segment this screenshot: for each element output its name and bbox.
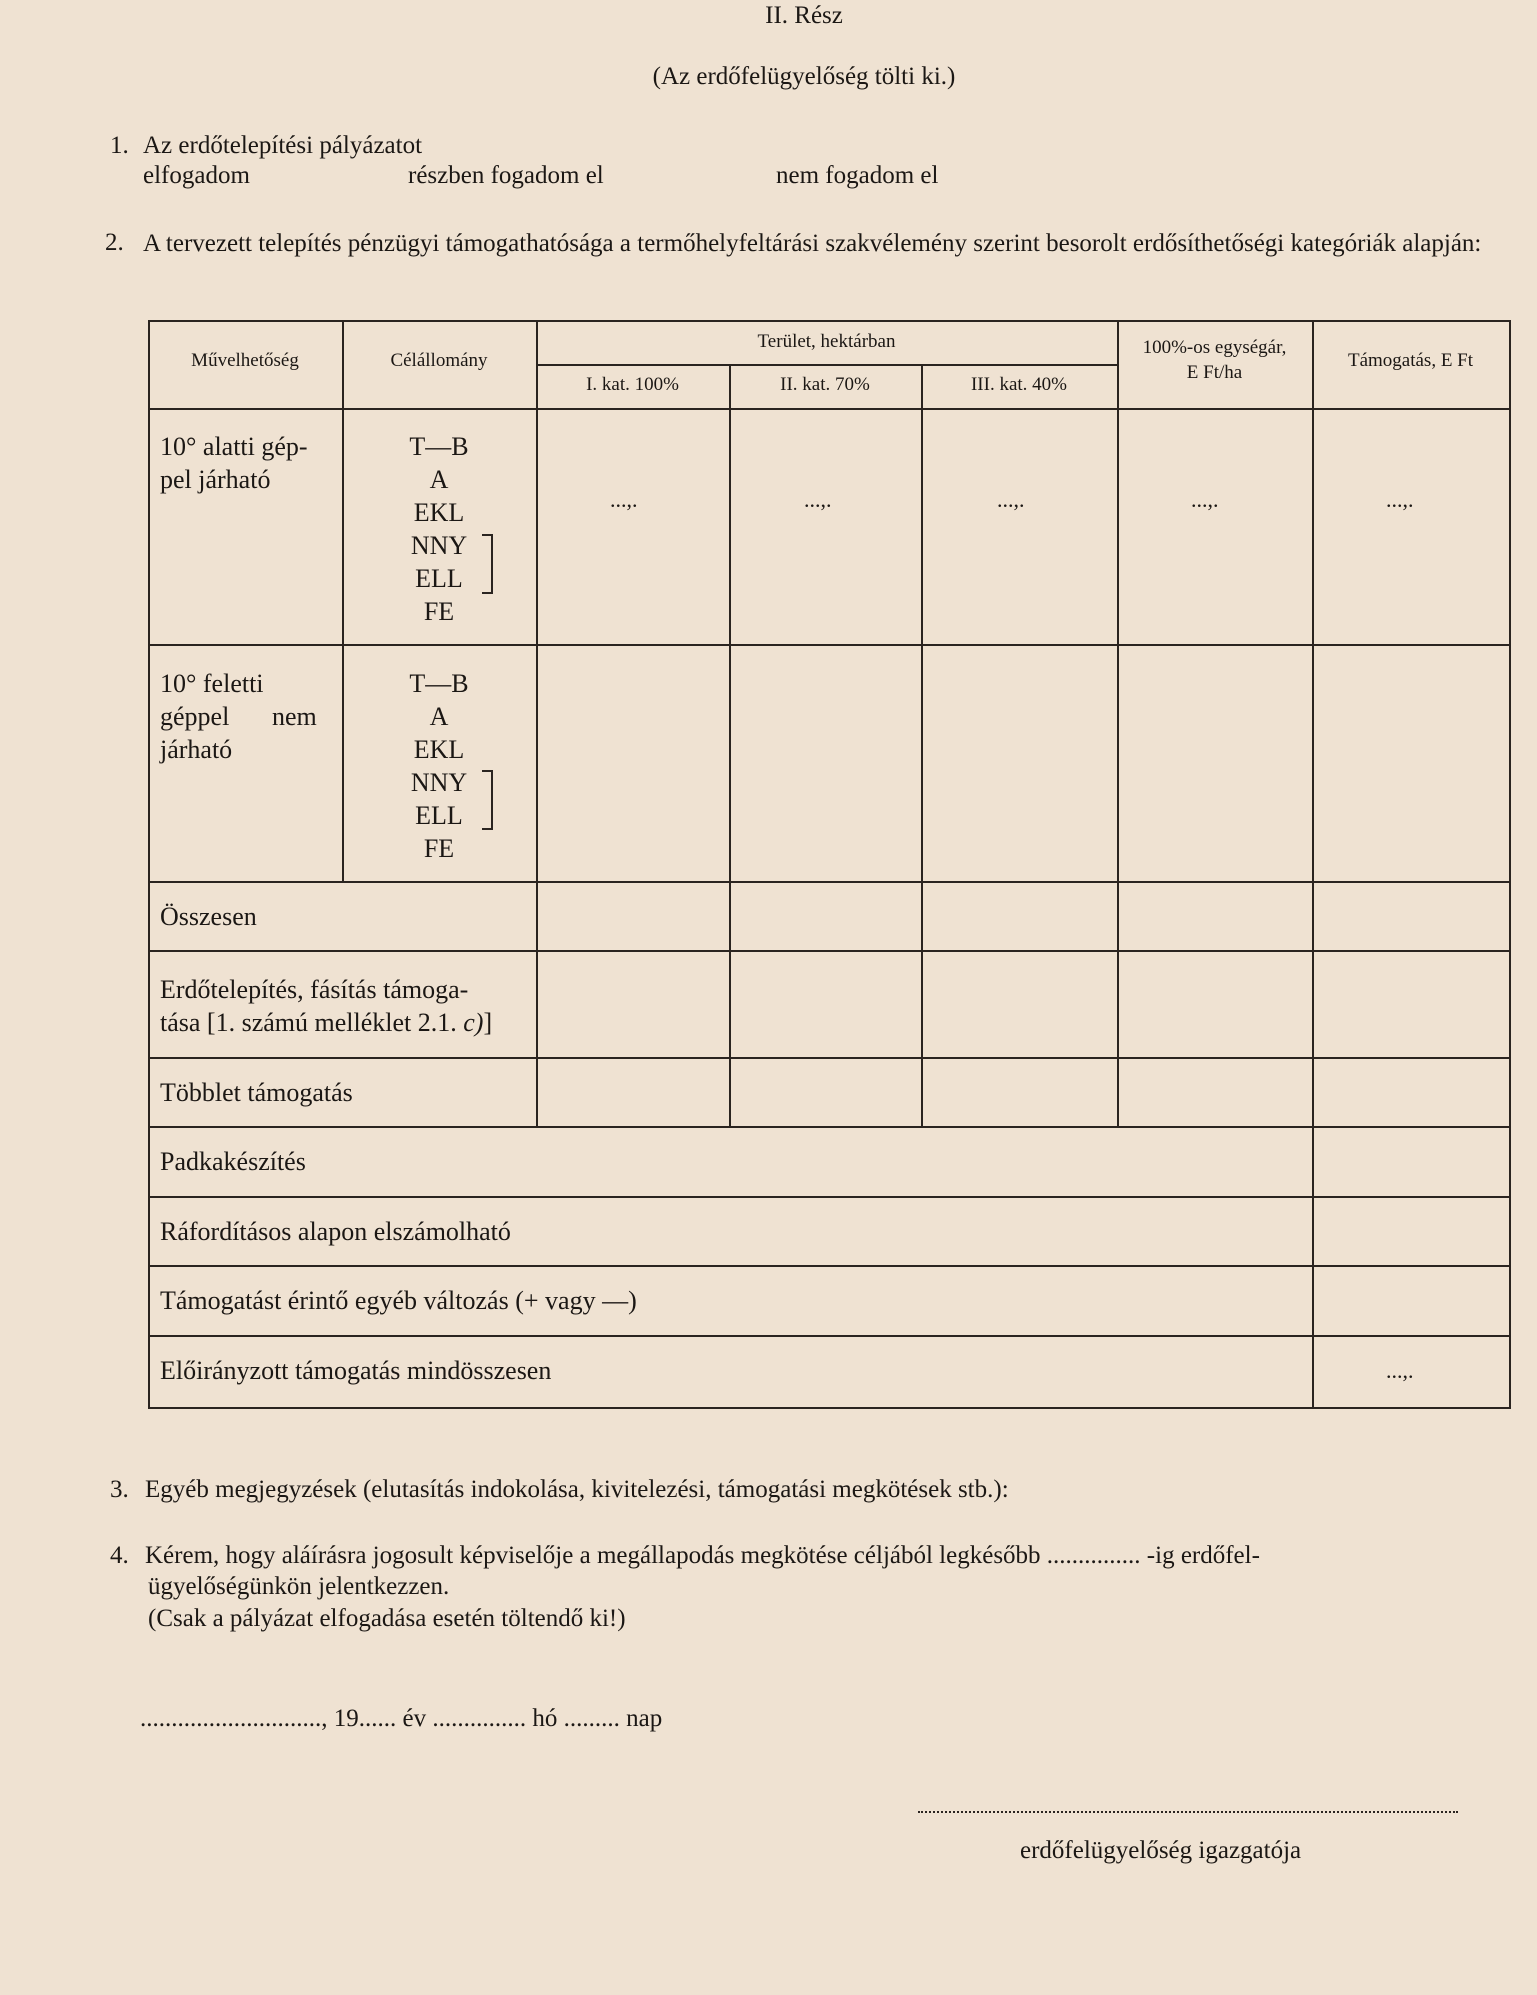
group-1-kat1-value: ...,.	[610, 487, 638, 512]
group-2-species-fe: FE	[423, 834, 455, 863]
signature-label: erdőfelügyelőség igazgatója	[1020, 1837, 1302, 1864]
item-4-line1: Kérem, hogy aláírásra jogosult képviselője a megállapodás megkötése céljából legkésőbb ............... -ig erdőfel-	[145, 1542, 1260, 1569]
item-4-line2: ügyelőségünkön jelentkezzen.	[148, 1573, 450, 1600]
group-2-species-nny: NNY	[410, 768, 468, 797]
row-egyeb-valtozas: Támogatást érintő egyéb változás (+ vagy —)	[160, 1286, 637, 1315]
item-1-text: Az erdőtelepítési pályázatot	[143, 132, 423, 159]
item-1-number: 1.	[110, 132, 129, 159]
group-1-species-fe: FE	[423, 597, 455, 626]
group-1-species-ekl: EKL	[413, 498, 465, 527]
item-2-text: A tervezett telepítés pénzügyi támogathatósága a termőhelyfeltárási szakvélemény szerint besorolt erdősíthetőségi kategóriák alapján:	[143, 230, 1482, 257]
header-celallomany: Célállomány	[390, 350, 488, 371]
option-accept: elfogadom	[143, 162, 250, 189]
part-title: II. Rész	[765, 2, 843, 29]
group-1-kat2-value: ...,.	[804, 487, 832, 512]
row-erdotelepites-line1: Erdőtelepítés, fásítás támoga-	[160, 975, 469, 1004]
support-table	[148, 320, 1511, 1410]
header-tamogatas: Támogatás, E Ft	[1347, 350, 1474, 371]
group-1-label-line1: 10° alatti gép-	[160, 432, 308, 461]
item-3-number: 3.	[110, 1476, 129, 1503]
header-muvelhetoseg: Művelhetőség	[191, 350, 299, 371]
group-1-kat3-value: ...,.	[997, 487, 1025, 512]
option-partial: részben fogadom el	[408, 162, 604, 189]
group-2-label-line2a: géppel	[160, 702, 230, 731]
item-4-number: 4.	[110, 1542, 129, 1569]
group-1-species-a: A	[429, 465, 449, 494]
group-2-species-ell: ELL	[415, 801, 463, 830]
header-kat3: III. kat. 40%	[970, 374, 1068, 395]
group-1-tamogatas-value: ...,.	[1386, 487, 1414, 512]
part-subtitle: (Az erdőfelügyelőség tölti ki.)	[652, 63, 956, 90]
group-2-species-ekl: EKL	[413, 735, 465, 764]
header-kat2: II. kat. 70%	[780, 374, 870, 395]
header-kat1: I. kat. 100%	[586, 374, 679, 395]
item-4-line3: (Csak a pályázat elfogadása esetén töltendő ki!)	[148, 1605, 626, 1632]
header-egysegar-line1: 100%-os egységár,	[1142, 337, 1287, 358]
row-osszesen: Összesen	[160, 902, 257, 931]
group-1-label-line2: pel járható	[160, 465, 271, 494]
group-1-species-tb: T—B	[409, 432, 469, 461]
item-3-text: Egyéb megjegyzések (elutasítás indokolása, kivitelezési, támogatási megkötések stb.):	[145, 1476, 1009, 1503]
row-eloiranyzott: Előirányzott támogatás mindösszesen	[160, 1356, 552, 1385]
header-egysegar-line2: E Ft/ha	[1186, 362, 1243, 383]
row-erdotelepites-line2: tása [1. számú melléklet 2.1. c)]	[160, 1008, 493, 1037]
signature-line	[918, 1811, 1458, 1813]
group-1-species-ell: ELL	[415, 564, 463, 593]
date-line: ............................., 19...... év ............... hó ......... nap	[140, 1705, 663, 1732]
group-2-label-line3: járható	[160, 735, 233, 764]
group-2-species-a: A	[429, 702, 449, 731]
group-2-label-line1: 10° feletti	[160, 669, 264, 698]
group-2-label-line2b: nem	[272, 702, 317, 731]
group-1-species-nny: NNY	[410, 531, 468, 560]
total-support-value: ...,.	[1386, 1358, 1414, 1383]
row-tobblet: Többlet támogatás	[160, 1078, 353, 1107]
row-padka: Padkakészítés	[160, 1147, 306, 1176]
group-1-egysegar-value: ...,.	[1191, 487, 1219, 512]
item-2-number: 2.	[105, 229, 124, 256]
group-2-species-tb: T—B	[409, 669, 469, 698]
option-reject: nem fogadom el	[776, 162, 939, 189]
row-raforditasos: Ráfordításos alapon elszámolható	[160, 1217, 511, 1246]
bracket-icon	[482, 534, 493, 594]
header-terulet: Terület, hektárban	[757, 331, 896, 352]
bracket-icon	[482, 770, 493, 830]
